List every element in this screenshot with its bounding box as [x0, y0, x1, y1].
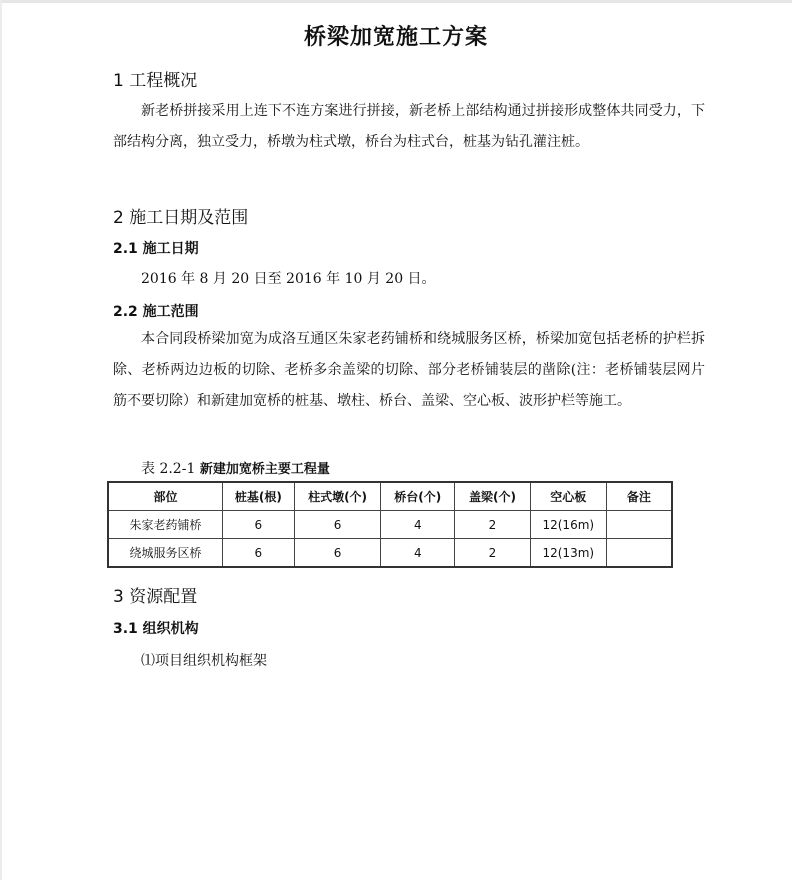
section-3-heading: 3 资源配置: [113, 587, 198, 607]
section-2-heading: 2 施工日期及范围: [113, 208, 249, 228]
table-cell: 6: [294, 511, 381, 539]
table-cell: 4: [381, 539, 455, 568]
table-cell: 12(16m): [530, 511, 606, 539]
table-cell: 2: [455, 511, 531, 539]
table-row: [108, 511, 672, 539]
table-caption: [141, 458, 330, 478]
table-cell: [606, 539, 672, 568]
table-header-cell: 桥台(个): [381, 482, 455, 511]
table-header-row: [108, 482, 672, 511]
section-1-heading: 1 工程概况: [113, 71, 198, 91]
section-2-2-heading: 2.2 施工范围: [113, 304, 199, 320]
table-caption-number: 表 2.2-1: [141, 461, 196, 477]
quantity-table: [107, 481, 673, 568]
table-cell: 绕城服务区桥: [108, 539, 222, 568]
table-cell: 6: [222, 511, 294, 539]
table-header-cell: 空心板: [530, 482, 606, 511]
table-header-cell: 盖梁(个): [455, 482, 531, 511]
section-2-2-paragraph: 本合同段桥梁加宽为成洛互通区朱家老药铺桥和绕城服务区桥，桥梁加宽包括老桥的护栏拆除、老桥两边边板的切除、老桥多余盖梁的切除、部分老桥铺装层的凿除(注：老桥铺装层网片筋不要切除）和新建加宽桥的桩基、墩柱、桥台、盖梁、空心板、波形护栏等施工。: [113, 331, 705, 409]
table-caption-title: 新建加宽桥主要工程量: [199, 462, 330, 477]
page-top-edge: [0, 0, 792, 3]
org-structure-item: ⑴项目组织机构框架: [141, 653, 267, 669]
construction-date-text: 2016 年 8 月 20 日至 2016 年 10 月 20 日。: [141, 271, 436, 287]
document-title: 桥梁加宽施工方案: [303, 25, 488, 50]
table-cell: 4: [381, 511, 455, 539]
table-cell: 12(13m): [530, 539, 606, 568]
table-header-cell: 桩基(根): [222, 482, 294, 511]
table-header-cell: 柱式墩(个): [294, 482, 381, 511]
table-cell: [606, 511, 672, 539]
table-cell: 6: [294, 539, 381, 568]
section-1-paragraph: 新老桥拼接采用上连下不连方案进行拼接，新老桥上部结构通过拼接形成整体共同受力，下部结构分离，独立受力，桥墩为柱式墩，桥台为柱式台，桩基为钻孔灌注桩。: [113, 103, 705, 150]
table-row: [108, 539, 672, 568]
table-cell: 6: [222, 539, 294, 568]
table-header-cell: 备注: [606, 482, 672, 511]
table-header-cell: 部位: [108, 482, 222, 511]
section-3-1-heading: 3.1 组织机构: [113, 621, 199, 637]
page-left-edge: [0, 0, 2, 880]
table-cell: 2: [455, 539, 531, 568]
section-2-1-heading: 2.1 施工日期: [113, 241, 199, 257]
table-cell: 朱家老药铺桥: [108, 511, 222, 539]
